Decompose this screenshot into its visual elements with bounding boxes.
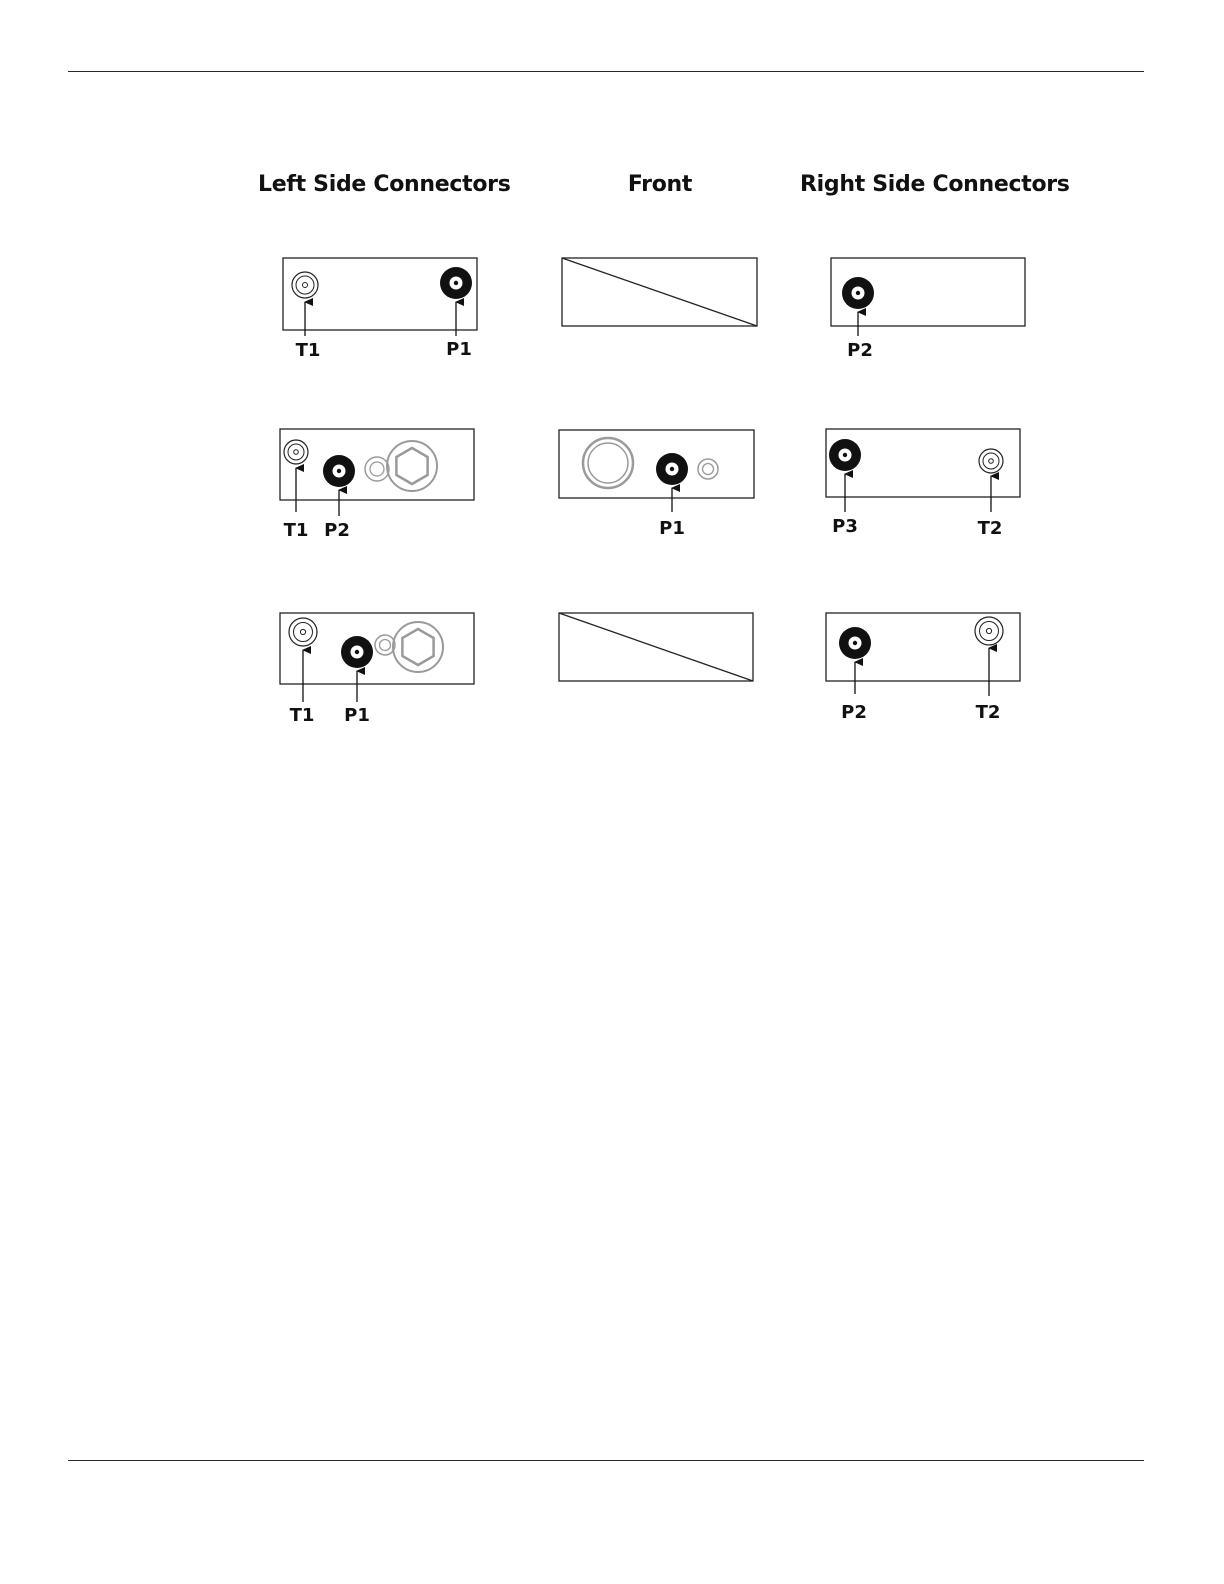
label-p1: P1 <box>659 518 685 539</box>
label-p2: P2 <box>847 340 873 361</box>
right-panel-row3 <box>826 613 1020 723</box>
heading-right-side: Right Side Connectors <box>800 172 1070 197</box>
label-p2: P2 <box>324 520 350 541</box>
p2-connector <box>842 277 874 309</box>
label-t2: T2 <box>975 702 1001 723</box>
left-panel-row3 <box>280 613 474 726</box>
heading-left-side: Left Side Connectors <box>258 172 511 197</box>
heading-front: Front <box>627 172 693 197</box>
front-panel-row2 <box>559 430 754 539</box>
label-p1: P1 <box>446 339 472 360</box>
label-p3: P3 <box>832 516 858 537</box>
hex-fitting <box>387 441 437 491</box>
grey-small-port <box>375 635 395 655</box>
label-t1: T1 <box>289 705 315 726</box>
front-panel-row3-empty <box>559 613 753 681</box>
front-panel-row1-empty <box>562 258 757 326</box>
p2-connector <box>839 627 871 659</box>
t1-connector <box>292 272 318 298</box>
label-t1: T1 <box>283 520 309 541</box>
grey-small-port <box>698 459 718 479</box>
p1-connector <box>656 453 688 485</box>
left-panel-row1 <box>283 258 477 361</box>
p1-connector <box>341 636 373 668</box>
label-t2: T2 <box>977 518 1003 539</box>
grey-large-port <box>583 438 633 488</box>
label-p2: P2 <box>841 702 867 723</box>
right-panel-row1 <box>831 258 1025 361</box>
t2-connector <box>975 617 1003 645</box>
t2-connector <box>979 449 1003 473</box>
label-t1: T1 <box>295 340 321 361</box>
grey-small-port <box>365 457 389 481</box>
t1-connector <box>289 618 317 646</box>
hex-fitting <box>393 622 443 672</box>
label-p1: P1 <box>344 705 370 726</box>
t1-connector <box>284 440 308 464</box>
left-panel-row2 <box>280 429 474 541</box>
p2-connector <box>323 455 355 487</box>
right-panel-row2 <box>826 429 1020 539</box>
p3-connector <box>829 439 861 471</box>
p1-connector <box>440 267 472 299</box>
